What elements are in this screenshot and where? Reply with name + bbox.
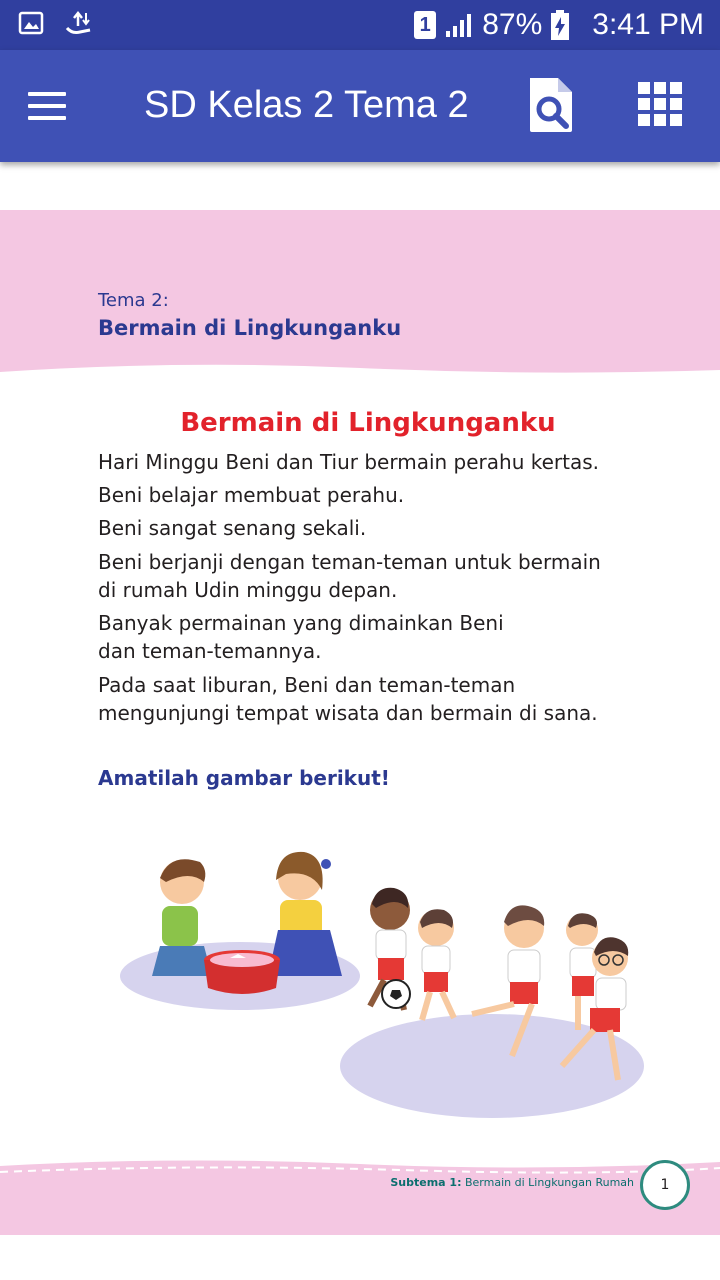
children-playing-illustration <box>100 830 660 1130</box>
battery-charging-icon <box>550 9 570 41</box>
story-title: Bermain di Lingkunganku <box>180 408 556 438</box>
instruction-text: Amatilah gambar berikut! <box>98 766 390 790</box>
story-paragraph: mengunjungi tempat wisata dan bermain di sana. <box>98 701 598 725</box>
story-paragraph: Beni sangat senang sekali. <box>98 516 367 540</box>
page-number: 1 <box>640 1160 690 1210</box>
story-paragraph: Hari Minggu Beni dan Tiur bermain perahu kertas. <box>98 450 600 474</box>
signal-icon <box>444 11 474 39</box>
status-bar <box>0 0 720 50</box>
story-paragraph: dan teman-temannya. <box>98 639 322 663</box>
story-paragraph: Pada saat liburan, Beni dan teman-teman <box>98 673 516 697</box>
clock: 3:41 PM <box>592 8 704 41</box>
app-title: SD Kelas 2 Tema 2 <box>144 84 469 126</box>
footer-subtheme-label: Subtema 1: <box>390 1176 462 1189</box>
story-paragraph: Beni belajar membuat perahu. <box>98 483 405 507</box>
download-icon <box>64 10 94 38</box>
document-search-icon <box>526 76 576 134</box>
gallery-icon <box>18 10 44 36</box>
battery-percent: 87% <box>482 8 543 41</box>
footer-subtheme-title: Bermain di Lingkungan Rumah <box>464 1176 634 1189</box>
theme-title: Bermain di Lingkunganku <box>98 316 402 340</box>
story-paragraph: Beni berjanji dengan teman-teman untuk bermain <box>98 550 601 574</box>
book-page[interactable] <box>0 210 720 1235</box>
footer-subtheme <box>390 1176 634 1189</box>
apps-grid-icon <box>636 80 684 128</box>
sim-icon: 1 <box>414 11 436 39</box>
story-paragraph: Banyak permainan yang dimainkan Beni <box>98 611 504 635</box>
footer-band <box>0 1150 720 1235</box>
apps-grid-button[interactable] <box>636 80 692 136</box>
app-bar <box>0 50 720 162</box>
theme-label: Tema 2: <box>98 290 169 311</box>
document-search-button[interactable] <box>526 76 582 136</box>
menu-button[interactable] <box>20 80 76 132</box>
story-paragraph: di rumah Udin minggu depan. <box>98 578 398 602</box>
